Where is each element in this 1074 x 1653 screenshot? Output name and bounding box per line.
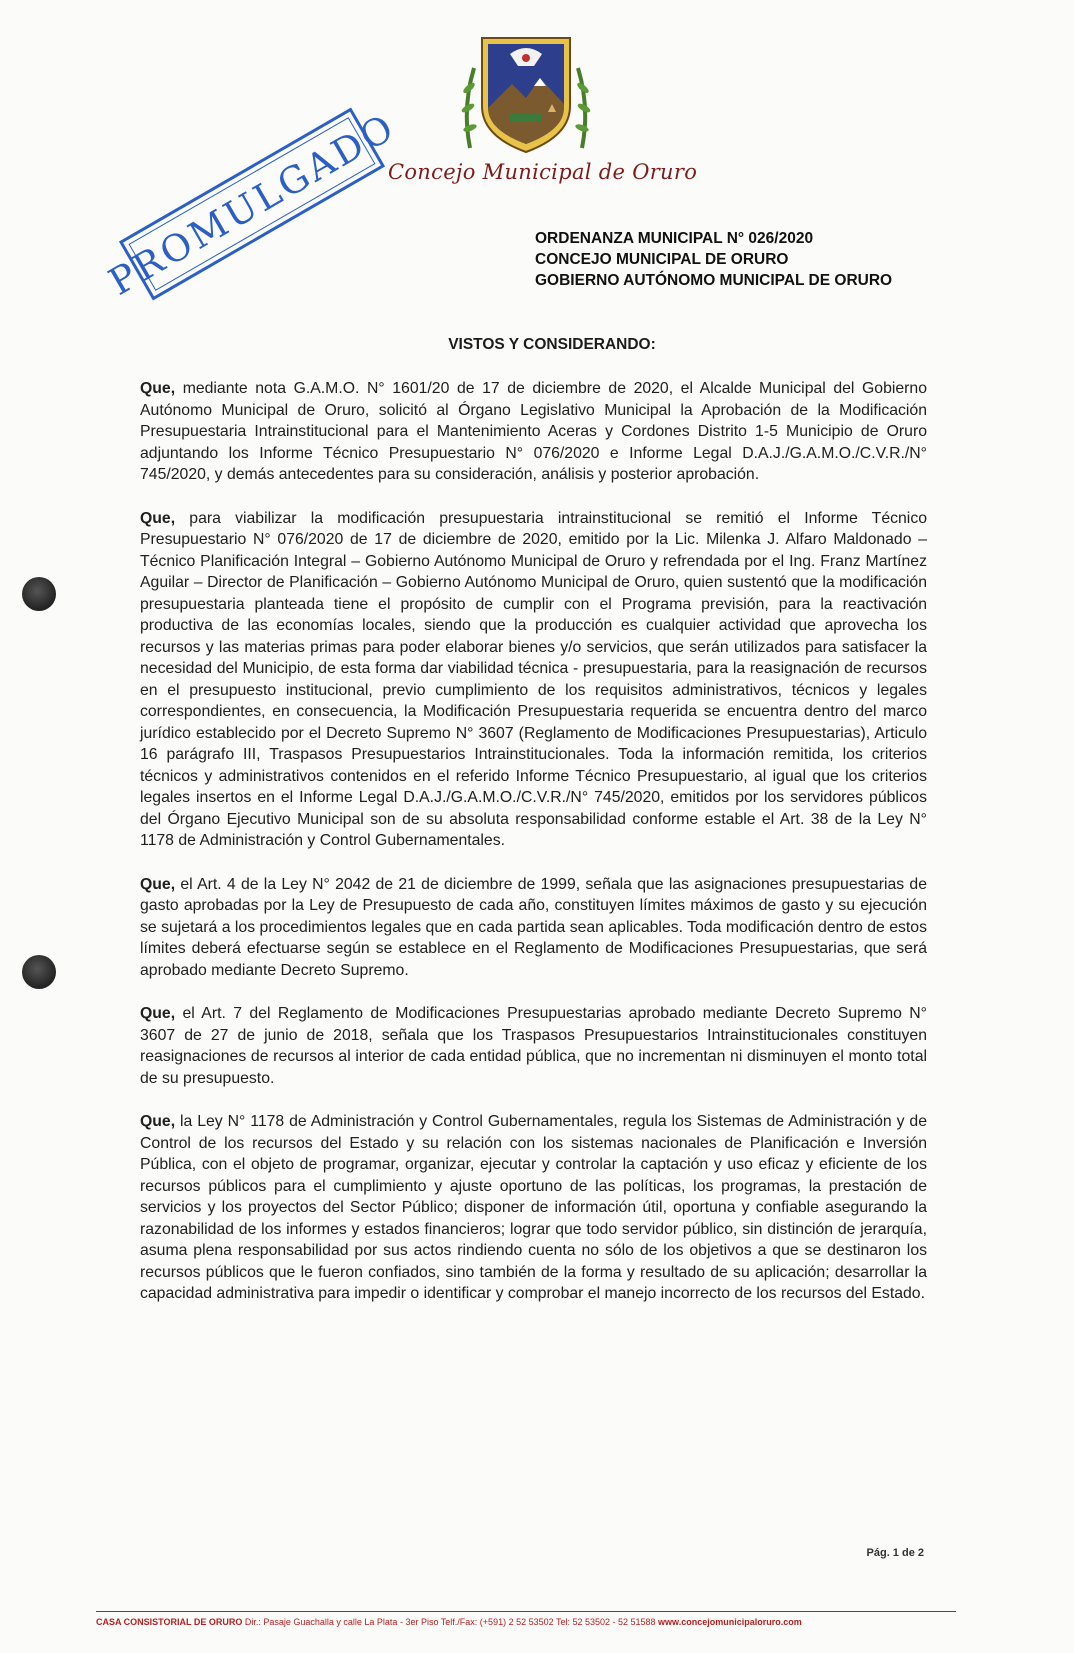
council-name: CONCEJO MUNICIPAL DE ORURO bbox=[535, 251, 789, 268]
footer-details: Dir.: Pasaje Guachalla y calle La Plata - 3er Piso Telf./Fax: (+591) 2 52 53502 Tel: 52 53502 - 52 51588 bbox=[242, 1617, 659, 1627]
paragraph: Que, el Art. 7 del Reglamento de Modificaciones Presupuestarias aprobado mediante Decreto Supremo N° 3607 de 27 de junio de 2018, señala que los Traspasos Presupuestarios Intrainstitucionales constituyen reasignaciones de recursos al interior de cada entidad pública, que no incrementan ni disminuyen el monto total de su presupuesto. bbox=[140, 1005, 927, 1087]
footer bbox=[96, 1617, 956, 1627]
ordinance-number: ORDENANZA MUNICIPAL N° 026/2020 bbox=[535, 230, 814, 247]
promulgado-stamp: PROMULGADO bbox=[101, 104, 403, 304]
paragraph: Que, la Ley N° 1178 de Administración y Control Gubernamentales, regula los Sistemas de Administración y de Control de los recursos del Estado y su relación con los sistemas nacionales de Planificación e Inversión Pública, con el objeto de programar, organizar, ejecutar y controlar la captación y uso eficaz y eficiente de los recursos públicos para el cumplimiento y ajuste oportuno de las políticas, los programas, la prestación de servicios y los proyectos del Sector Público; disponer de información útil, oportuna y confiable asegurando la razonabilidad de los informes y estados financieros; lograr que todo servidor público, sin distinción de jerarquía, asuma plena responsabilidad por sus actos rindiendo cuenta no sólo de los objetivos a que se destinaron los recursos públicos que le fueron confiados, sino también de la forma y resultado de su aplicación; desarrollar la capacidad administrativa para impedir o identificar y comprobar el manejo incorrecto de los recursos del Estado. bbox=[140, 1113, 927, 1302]
ordinance-heading bbox=[535, 228, 892, 291]
paragraph: Que, mediante nota G.A.M.O. N° 1601/20 de 17 de diciembre de 2020, el Alcalde Municipal del Gobierno Autónomo Municipal de Oruro, solicitó al Órgano Legislativo Municipal la Aprobación de la Modificación Presupuestaria Intrainstitucional para el Mantenimiento Aceras y Cordones Distrito 1-5 Municipio de Oruro adjuntando los Informe Técnico Presupuestario N° 076/2020 e Informe Legal D.A.J./G.A.M.O./C.V.R./N° 745/2020, y demás antecedentes para su consideración, análisis y posterior aprobación. bbox=[140, 380, 927, 483]
municipal-crest-icon bbox=[460, 28, 592, 158]
footer-website-link[interactable]: www.concejomunicipaloruro.com bbox=[658, 1617, 802, 1627]
paragraph: Que, el Art. 4 de la Ley N° 2042 de 21 de diciembre de 1999, señala que las asignaciones presupuestarias de gasto aprobadas por la Ley de Presupuesto de cada año, constituyen límites máximos de gasto y su ejecución se sujetará a los procedimientos legales que en cada partida sean aplicables. Toda modificación dentro de estos límites deberá efectuarse según se establece en el Reglamento de Modificaciones Presupuestarias, que será aprobado mediante Decreto Supremo. bbox=[140, 875, 927, 979]
government-name: GOBIERNO AUTÓNOMO MUNICIPAL DE ORURO bbox=[535, 272, 893, 289]
punch-hole-top bbox=[22, 577, 56, 611]
footer-divider bbox=[96, 1611, 956, 1612]
punch-hole-bottom bbox=[22, 955, 56, 989]
footer-name: CASA CONSISTORIAL DE ORURO bbox=[96, 1617, 243, 1627]
section-title: VISTOS Y CONSIDERANDO: bbox=[448, 336, 656, 353]
paragraph: Que, para viabilizar la modificación presupuestaria intrainstitucional se remitió el Informe Técnico Presupuestario N° 076/2020 de 17 de diciembre de 2020, emitido por la Lic. Milenka J. Alfaro Maldonado – Técnico Planificación Integral – Gobierno Autónomo Municipal de Oruro y refrendada por el Ing. Franz Martínez Aguilar – Director de Planificación – Gobierno Autónomo Municipal de Oruro, quien sustentó que la modificación presupuestaria planteada tiene el propósito de cumplir con el Programa previsión, para la reactivación productiva de las economías locales, siendo que la producción es cualquier actividad que aprovecha los recursos y las materias primas para poder elaborar bienes y/o servicios, que serán utilizados para satisfacer la necesidad del Municipio, de esta forma dar viabilidad técnica - presupuestaria, para la reasignación de recursos en el presupuesto institucional, previo cumplimiento de los requisitos administrativos, técnicos y legales correspondientes, en consecuencia, la Modificación Presupuestaria requerida se encuentra dentro del marco jurídico establecido por el Decreto Supremo N° 3607 (Reglamento de Modificaciones Presupuestarias), Articulo 16 parágrafo III, Traspasos Presupuestarios Intrainstitucionales. Toda la información remitida, los criterios técnicos y administrativos contenidos en el referido Informe Técnico Presupuestario, al igual que los criterios legales insertos en el Informe Legal D.A.J./G.A.M.O./C.V.R./N° 745/2020, emitidos por los servidores públicos del Órgano Ejecutivo Municipal son de su absoluta responsabilidad conforme estable el Art. 38 de la Ley N° 1178 de Administración y Control Gubernamentales. bbox=[140, 509, 927, 849]
council-script-title: Concejo Municipal de Oruro bbox=[388, 160, 698, 184]
page-number: Pág. 1 de 2 bbox=[866, 1547, 924, 1559]
document-body bbox=[140, 378, 927, 1327]
